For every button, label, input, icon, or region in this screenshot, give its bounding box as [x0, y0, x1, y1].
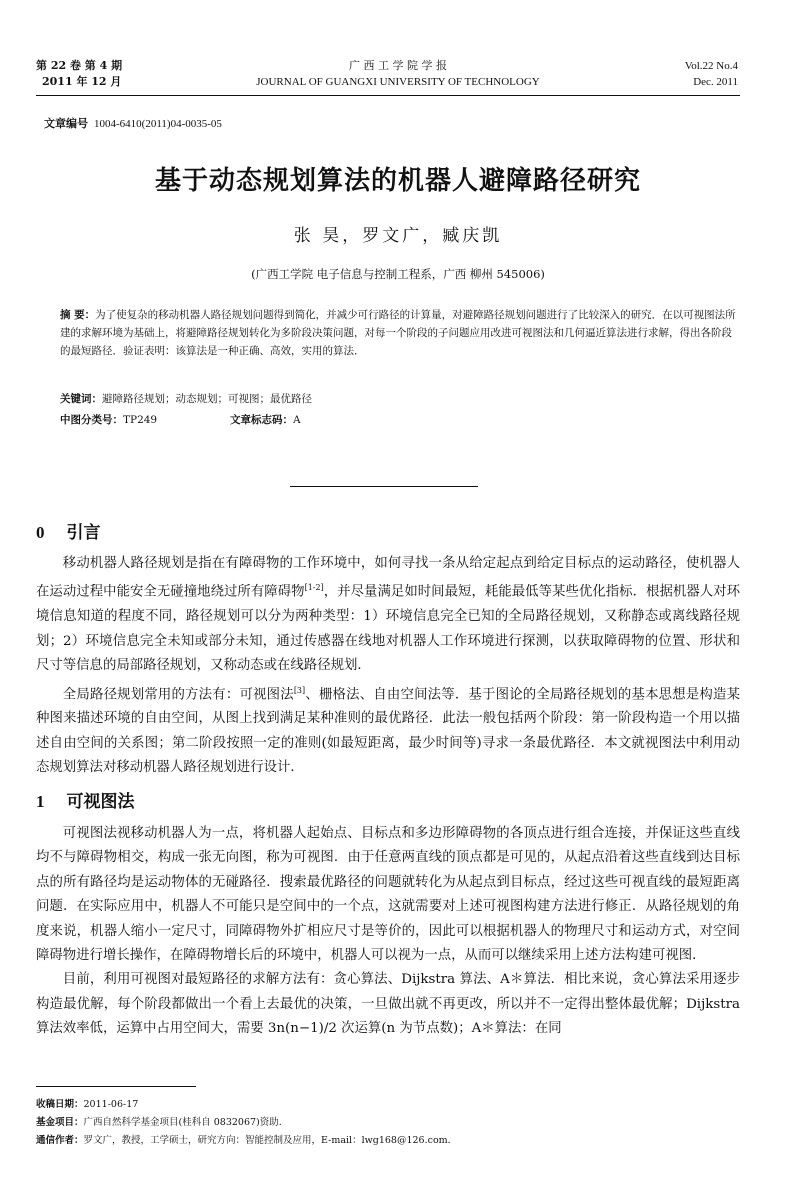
section-0-p1-text: 移动机器人路径规划是指在有障碍物的工作环境中，如何寻找一条从给定起点到给定目标点的运动路径，使机器人在运动过程中能安全无碰撞地绕过所有障碍物 [36, 556, 740, 600]
footnote-fund-value: 广西自然科学基金项目(桂科自 0832067)资助． [83, 1117, 289, 1128]
section-1-heading [36, 787, 135, 812]
paper-affiliation: (广西工学院 电子信息与控制工程系，广西 柳州 545006) [251, 267, 545, 281]
abstract [60, 306, 740, 360]
abstract-separator [290, 486, 478, 487]
header-vol-no: Vol.22 No.4 [684, 60, 738, 72]
keywords [60, 391, 312, 406]
section-1-paragraph-2: 目前，利用可视图对最短路径的求解方法有：贪心算法、Dijkstra 算法、A＊算法．相比来说，贪心算法采用逐步构造最优解，每个阶段都做出一个看上去最优的决策，一旦做出就不再更改，所以并不一定得出整体最优解；Dijkstra 算法效率低，运算中占用空间大，需要 3n(n−1)/2 次运算(n 为节点数)；A＊算法：在同 [36, 972, 740, 1037]
section-0-number: 0 [36, 523, 45, 542]
header-journal [0, 58, 796, 90]
citation-3: [3] [293, 685, 306, 695]
footnote-author [36, 1132, 457, 1146]
keywords-label: 关键词： [60, 393, 102, 405]
header-month-year: Dec. 2011 [693, 76, 738, 88]
article-number [44, 115, 222, 131]
footnote-received-value: 2011-06-17 [83, 1099, 139, 1110]
section-0-p2-rest: 、栅格法、自由空间法等．基于图论的全局路径规划的基本思想是构造某种图来描述环境的自由空间，从图上找到满足某种准则的最优路径．此法一般包括两个阶段：第一阶段构造一个用以描述自由空间的关系图；第二阶段按照一定的准则(如最短距离，最少时间等)寻求一条最优路径．本文就视图法中利用动态规划算法对移动机器人路径规划进行设计． [36, 686, 741, 776]
section-1-body [36, 822, 740, 1042]
section-1-title: 可视图法 [66, 792, 135, 812]
section-0-paragraph-2 [36, 679, 740, 781]
footnote-author-label: 通信作者： [36, 1135, 84, 1146]
abstract-label: 摘 要： [60, 309, 96, 321]
document-code-label: 文章标志码： [230, 414, 293, 426]
abstract-text: 为了使复杂的移动机器人路径规划问题得到简化，并减少可行路径的计算量，对避障路径规划问题进行了比较深入的研究．在以可视图法所建的求解环境为基础上，将避障路径规划转化为多阶段决策问题，对每一个阶段的子问题应用改进可视图法和几何逼近算法进行求解，得出各阶段的最短路径．验证表明：该算法是一种正确、高效，实用的算法． [60, 309, 736, 357]
footnote-author-value: 罗文广，教授，工学硕士，研究方向：智能控制及应用，E-mail：lwg168@126.com． [83, 1135, 458, 1146]
section-0-title: 引言 [66, 523, 101, 543]
section-0-heading [36, 518, 101, 543]
footnote-fund [36, 1114, 288, 1128]
header-volume-en [685, 58, 738, 90]
section-0-p2-text: 全局路径规划常用的方法有：可视图法 [62, 686, 294, 702]
header-volume: 第 22 卷 第 4 期 [36, 59, 123, 72]
footnote-received [36, 1096, 138, 1110]
header-rule [36, 95, 740, 96]
footnote-received-label: 收稿日期： [36, 1099, 84, 1110]
header-journal-en: JOURNAL OF GUANGXI UNIVERSITY OF TECHNOLOGY [256, 76, 540, 88]
article-number-value: 1004-6410(2011)04-0035-05 [94, 118, 222, 130]
section-0-p1-rest: ，并尽量满足如时间最短，耗能最低等某些优化指标．根据机器人对环境信息知道的程度不同，路径规划可以分为两种类型：1）环境信息完全已知的全局路径规划，又称静态或离线路径规划；2）环境信息完全未知或部分未知，通过传感器在线地对机器人工作环境进行探测，以获取障碍物的位置、形状和尺寸等信息的局部路径规划，又称动态或在线路径规划． [36, 584, 740, 674]
footnote-fund-label: 基金项目： [36, 1117, 84, 1128]
paper-authors: 张 昊，罗文广，臧庆凯 [293, 226, 503, 246]
section-1-number: 1 [36, 792, 45, 811]
keywords-text: 避障路径规划；动态规划；可视图；最优路径 [102, 393, 312, 405]
footnote-rule [36, 1086, 196, 1087]
classification [60, 412, 301, 427]
section-1-paragraph-1: 可视图法视移动机器人为一点，将机器人起始点、目标点和多边形障碍物的各顶点进行组合连接，并保证这些直线均不与障碍物相交，构成一张无向图，称为可视图．由于任意两直线的顶点都是可见的，从起点沿着这些直线到达目标点的所有路径均是运动物体的无碰路径．搜索最优路径的问题就转化为从起点到目标点，经过这些可视直线的最短距离问题．在实际应用中，机器人不可能只是空间中的一个点，这就需要对上述可视图构建方法进行修正．从路径规划的角度来说，机器人缩小一定尺寸，同障碍物外扩相应尺寸是等价的，因此可以根据机器人的物理尺寸和运动方式，对空间障碍物进行增长操作，在障碍物增长后的环境中，机器人可以视为一点，从而可以继续采用上述方法构建可视图． [36, 826, 740, 964]
document-code-value: A [293, 414, 301, 426]
document-code [230, 412, 301, 427]
paper-title: 基于动态规划算法的机器人避障路径研究 [154, 166, 641, 196]
classification-value: TP249 [123, 414, 158, 426]
article-number-label: 文章编号 [44, 117, 88, 130]
section-0-body [36, 552, 740, 781]
header-date: 2011 年 12 月 [42, 75, 122, 88]
section-0-paragraph-1 [36, 552, 740, 679]
header-journal-cn: 广 西 工 学 院 学 报 [349, 59, 447, 72]
classification-label: 中图分类号： [60, 414, 123, 426]
citation-1-2: [1-2] [304, 583, 324, 593]
